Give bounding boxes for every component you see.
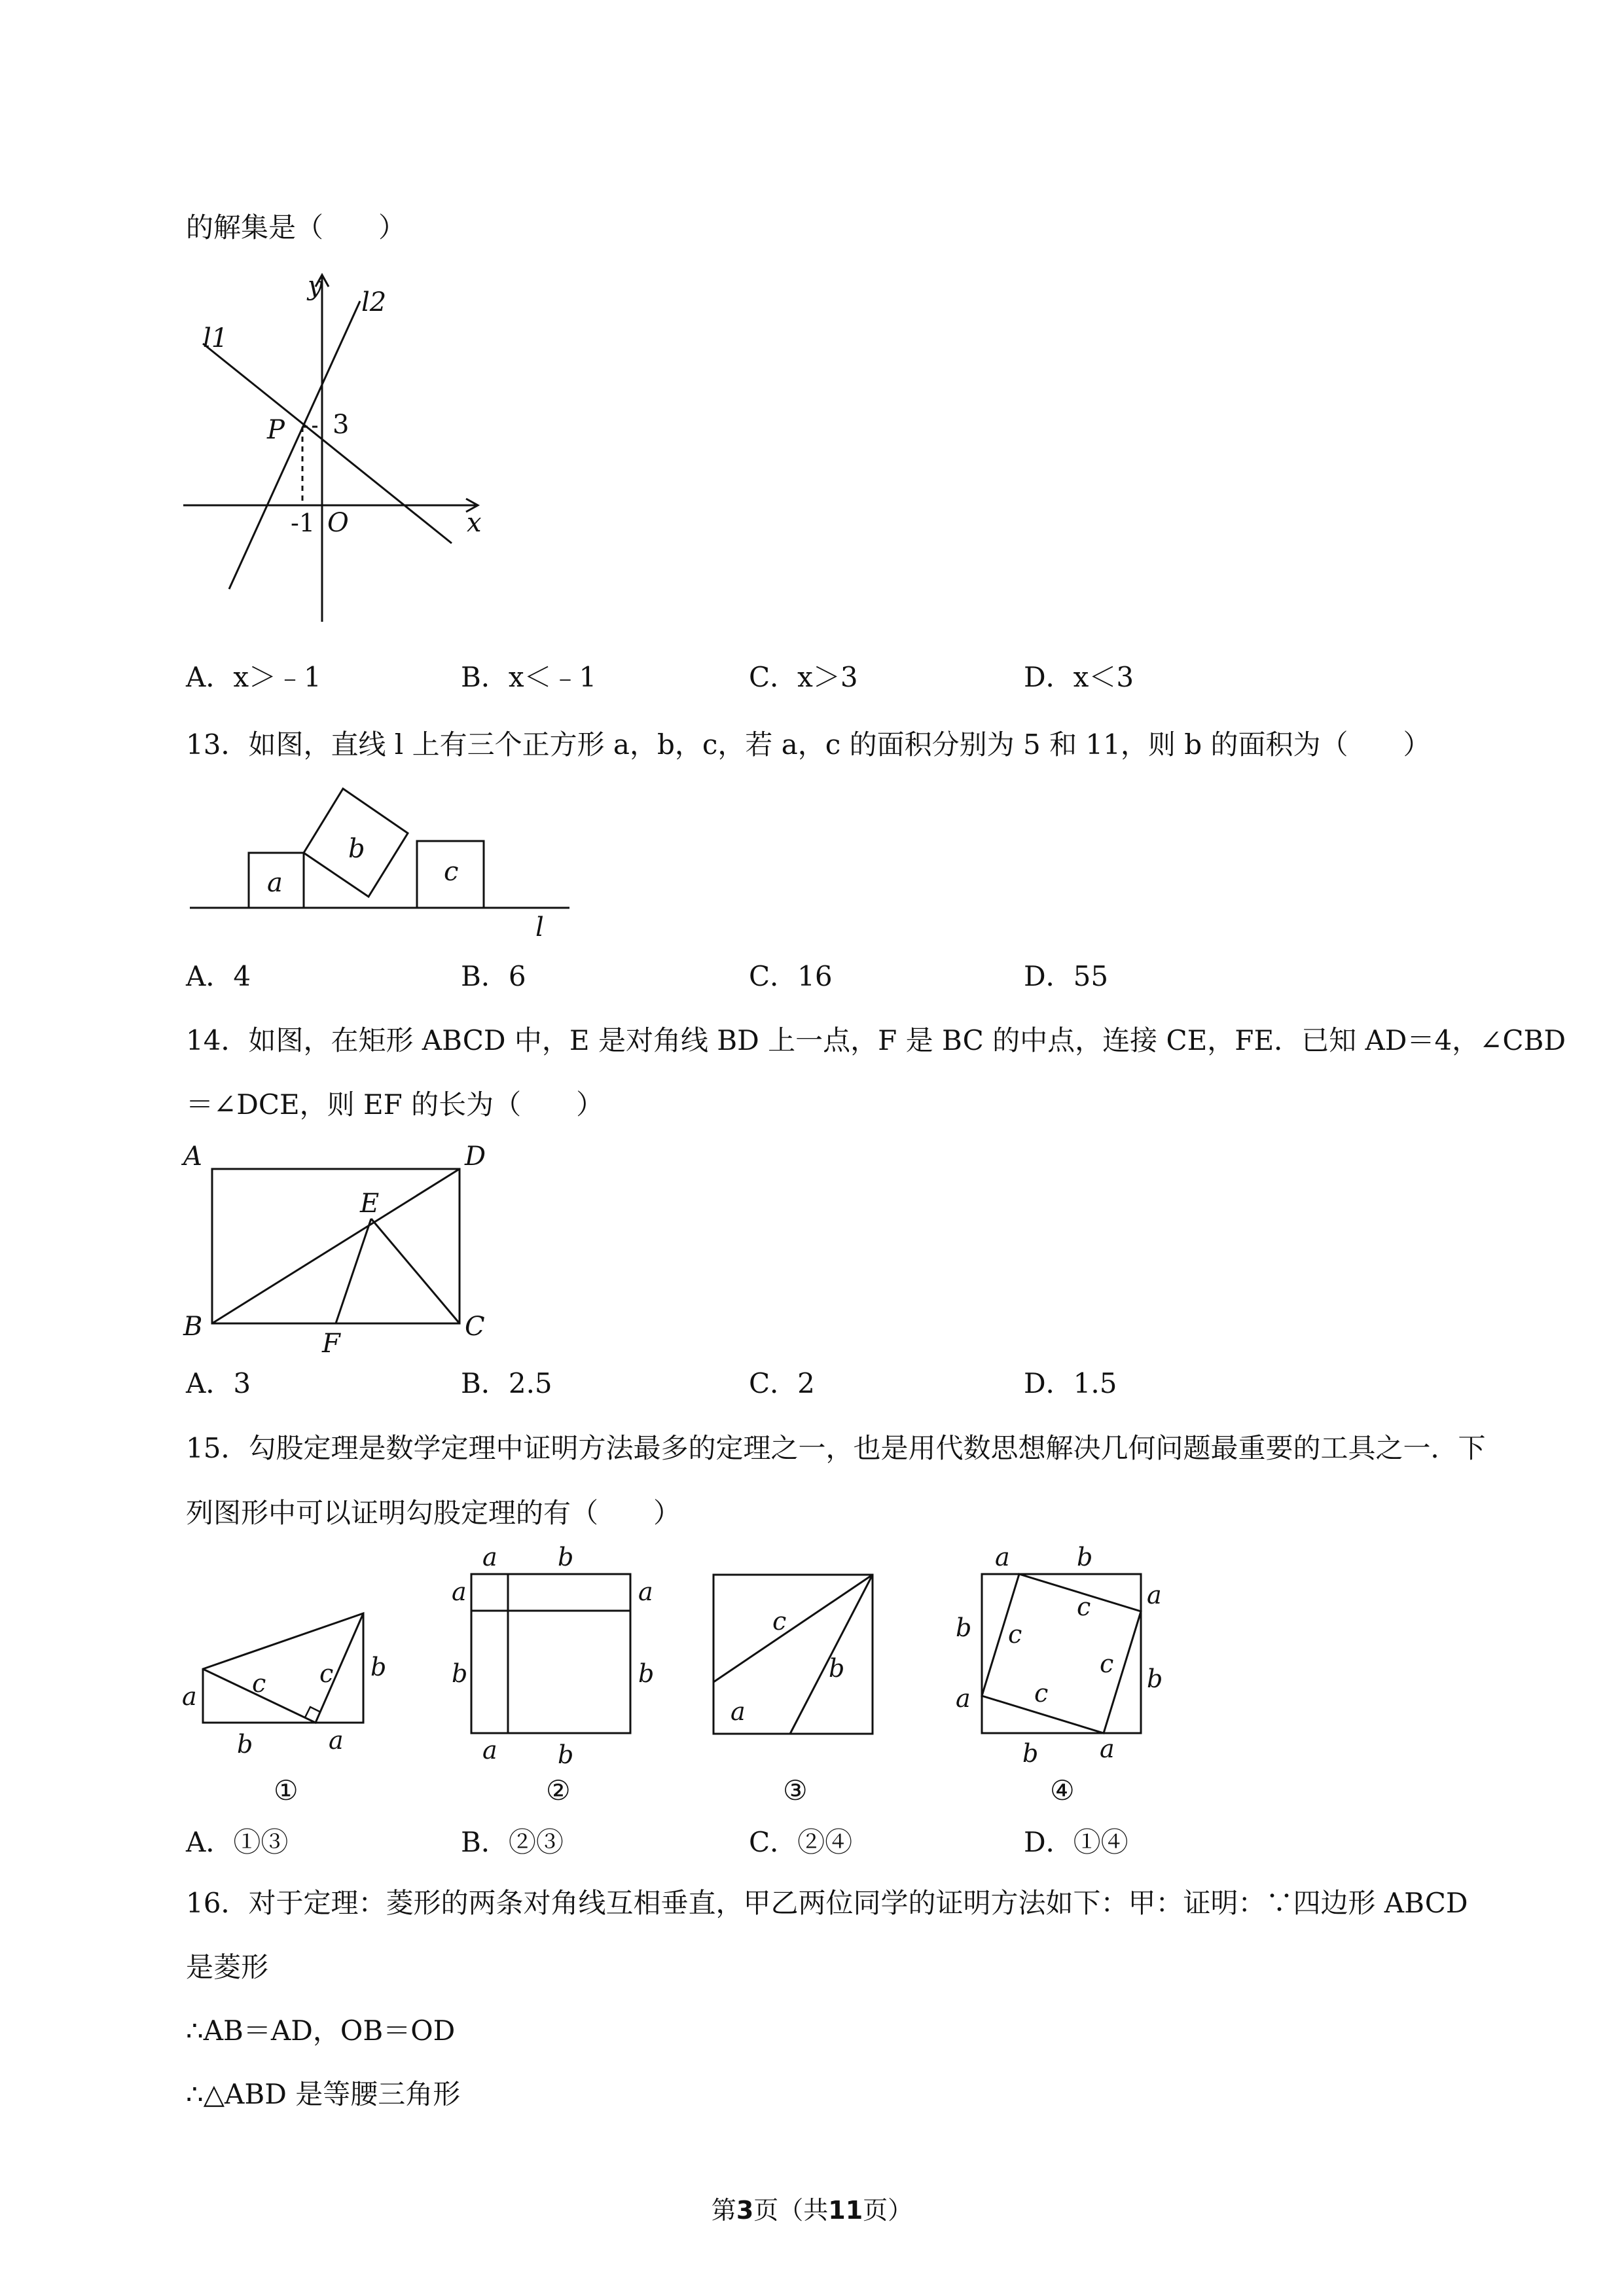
label-b: b <box>348 834 365 864</box>
fig2-label-b-top: b <box>558 1543 574 1571</box>
footer-mid: 页（共 <box>753 2196 829 2225</box>
q15-option-a: A．①③ <box>186 1826 289 1858</box>
fig4-label-c-left: c <box>1008 1620 1022 1649</box>
q15-stem-line2: 列图形中可以证明勾股定理的有（ ） <box>186 1497 681 1529</box>
point-p-label: P <box>267 415 285 445</box>
fig4-label-a-left: a <box>956 1684 971 1713</box>
q15-option-d: D．①④ <box>1024 1826 1128 1858</box>
q12-option-b: B．x＜﹣1 <box>461 661 597 693</box>
q14-stem-line1: 14．如图，在矩形 ABCD 中，E 是对角线 BD 上一点，F 是 BC 的中点，连接 CE，FE．已知 AD＝4，∠CBD <box>186 1024 1566 1056</box>
axis-x-label: x <box>467 508 482 538</box>
footer-total-pages: 11 <box>828 2196 863 2225</box>
axis-y-label: y <box>308 271 323 301</box>
label-a: a <box>267 868 283 898</box>
vertex-d: D <box>465 1141 486 1172</box>
fig4-label-c-right: c <box>1100 1649 1114 1678</box>
q15-caption-2: ② <box>546 1774 571 1806</box>
q13-option-b: B．6 <box>461 960 526 992</box>
l1-label: l1 <box>203 323 228 353</box>
fig2-label-b-right: b <box>638 1659 655 1688</box>
q13-option-d: D．55 <box>1024 960 1109 992</box>
q13-squares-figure <box>183 782 589 952</box>
q15-figure-4 <box>943 1538 1178 1774</box>
label-l: l <box>535 912 544 942</box>
q16-line-2: 是菱形 <box>186 1951 269 1983</box>
q13-stem: 13．如图，直线 l 上有三个正方形 a，b，c，若 a，c 的面积分别为 5 和 11，则 b 的面积为（ ） <box>186 728 1431 761</box>
q15-stem-line1: 15．勾股定理是数学定理中证明方法最多的定理之一，也是用代数思想解决几何问题最重要的工具之一．下 <box>186 1432 1486 1464</box>
q14-option-a: A．3 <box>186 1367 251 1399</box>
q15-option-c: C．②④ <box>749 1826 853 1858</box>
q15-figure-1 <box>177 1597 399 1767</box>
fig2-label-b-left: b <box>452 1659 468 1688</box>
fig4-label-b-top: b <box>1077 1543 1093 1571</box>
q15-figure-2 <box>445 1538 668 1774</box>
q13-option-a: A．4 <box>186 960 251 992</box>
fig2-label-a-bottom: a <box>482 1736 497 1765</box>
fig1-label-a-left: a <box>182 1682 197 1711</box>
fig3-label-b: b <box>829 1654 845 1683</box>
fig2-label-a-right: a <box>638 1577 653 1606</box>
q16-line-4: ∴△ABD 是等腰三角形 <box>186 2078 461 2110</box>
line-l2 <box>229 301 360 589</box>
q12-option-c: C．x＞3 <box>749 661 858 693</box>
fig4-label-a-top: a <box>995 1543 1010 1571</box>
q15-caption-3: ③ <box>783 1774 808 1806</box>
q15-caption-4: ④ <box>1050 1774 1075 1806</box>
footer-suffix: 页） <box>863 2196 913 2225</box>
fig4-label-b-left: b <box>956 1613 972 1642</box>
label-c: c <box>444 857 459 887</box>
fig1-label-a-bottom: a <box>329 1726 344 1755</box>
q12-stem-tail: 的解集是（ ） <box>186 211 406 243</box>
fig2-label-a-left: a <box>452 1577 467 1606</box>
l2-label: l2 <box>361 287 387 317</box>
q13-option-c: C．16 <box>749 960 833 992</box>
fig4-label-a-bottom: a <box>1100 1734 1115 1763</box>
q14-stem-line2: ＝∠DCE，则 EF 的长为（ ） <box>186 1088 604 1121</box>
tick-3-label: 3 <box>333 410 350 440</box>
page-footer <box>0 2194 1624 2227</box>
point-f: F <box>322 1329 340 1359</box>
fig1-label-b-right: b <box>370 1653 387 1681</box>
fig2-label-b-bottom: b <box>558 1740 574 1769</box>
vertex-a: A <box>183 1141 202 1172</box>
q14-option-b: B．2.5 <box>461 1367 552 1399</box>
fig1-label-b-bottom: b <box>237 1730 253 1759</box>
fig4-label-b-bottom: b <box>1022 1739 1039 1768</box>
tick-neg1-label: -1 <box>291 509 316 537</box>
q15-caption-1: ① <box>274 1774 298 1806</box>
q14-rectangle-figure <box>177 1139 504 1359</box>
q12-graph <box>177 262 491 628</box>
fig3-label-c: c <box>772 1607 787 1636</box>
fig2-label-a-top: a <box>482 1543 497 1571</box>
vertex-c: C <box>465 1312 485 1342</box>
footer-page-number: 3 <box>736 2196 754 2225</box>
q14-option-d: D．1.5 <box>1024 1367 1117 1399</box>
fig4-label-a-right: a <box>1147 1581 1162 1609</box>
q12-option-d: D．x＜3 <box>1024 661 1134 693</box>
q14-option-c: C．2 <box>749 1367 815 1399</box>
fig3-label-a: a <box>731 1697 746 1726</box>
q16-line-1: 16．对于定理：菱形的两条对角线互相垂直，甲乙两位同学的证明方法如下：甲：证明：∵四边形 ABCD <box>186 1887 1468 1919</box>
fig4-label-c-top: c <box>1077 1592 1091 1621</box>
footer-prefix: 第 <box>711 2196 736 2225</box>
vertex-b: B <box>183 1312 203 1342</box>
q15-figure-3 <box>707 1558 903 1754</box>
fig1-label-c-2: c <box>319 1659 334 1688</box>
fig4-label-c-bottom: c <box>1034 1679 1049 1708</box>
origin-label: O <box>327 508 349 538</box>
fig4-label-b-right: b <box>1147 1664 1163 1693</box>
point-e: E <box>360 1189 380 1219</box>
q15-option-b: B．②③ <box>461 1826 564 1858</box>
fig1-label-c-1: c <box>252 1669 266 1698</box>
q16-line-3: ∴AB＝AD，OB＝OD <box>186 2015 456 2047</box>
q12-option-a: A．x＞﹣1 <box>186 661 321 693</box>
